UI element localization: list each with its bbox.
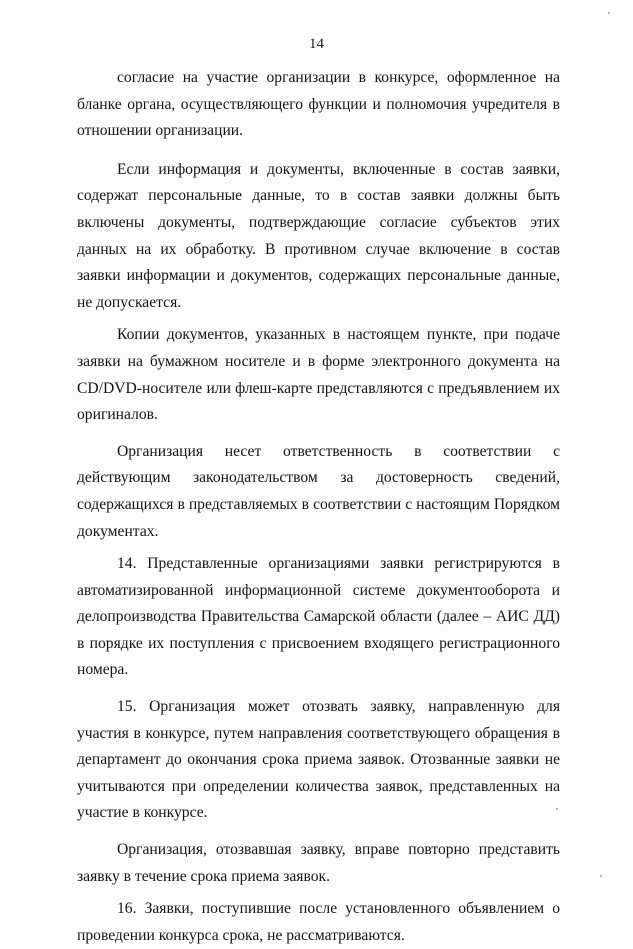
paragraph-item-14: 14. Представленные организациями заявки регистрируются в автоматизированной информационной системе документооборота и делопроизводства Правительства Самарской области (далее – АИС ДД) в порядке их поступления с присвоением входящего регистрационного номера. — [77, 555, 560, 679]
paragraph-item-16: 16. Заявки, поступившие после установленного объявлением о проведении конкурса срока, не рассматриваются. — [77, 900, 560, 944]
paragraph-personal-data: Если информация и документы, включенные в состав заявки, содержат персональные данные, то в состав заявки должны быть включены документы, подтверждающие согласие субъектов этих данных на их обработку. В противном случае включение в состав заявки информации и документов, содержащих персональные данные, не допускается. — [77, 160, 560, 311]
paragraph-item-15: 15. Организация может отозвать заявку, направленную для участия в конкурсе, путем направления соответствующего обращения в департамент до окончания срока приема заявок. Отозванные заявки не учитываются при определении количества заявок, представленных на участие в конкурсе. — [77, 698, 560, 822]
paragraph-document-copies: Копии документов, указанных в настоящем пункте, при подаче заявки на бумажном носителе и в форме электронного документа на CD/DVD-носителе или флеш-карте представляются с предъявлением их оригиналов. — [77, 326, 560, 424]
page-number: 14 — [309, 36, 324, 52]
scan-speck — [556, 808, 558, 810]
paragraph-responsibility: Организация несет ответственность в соответствии с действующим законодательством за достоверность сведений, содержащихся в представляемых в соответствии с настоящим Порядком документах. — [77, 442, 560, 540]
paragraph-withdrawal-resubmit: Организация, отозвавшая заявку, вправе повторно представить заявку в течение срока приема заявок. — [77, 841, 560, 885]
document-body — [77, 65, 560, 949]
scan-speck — [600, 875, 602, 877]
scan-speck — [608, 12, 610, 14]
paragraph-consent-continuation: согласие на участие организации в конкурсе, оформленное на бланке органа, осуществляющего функции и полномочия учредителя в отношении организации. — [77, 69, 560, 140]
